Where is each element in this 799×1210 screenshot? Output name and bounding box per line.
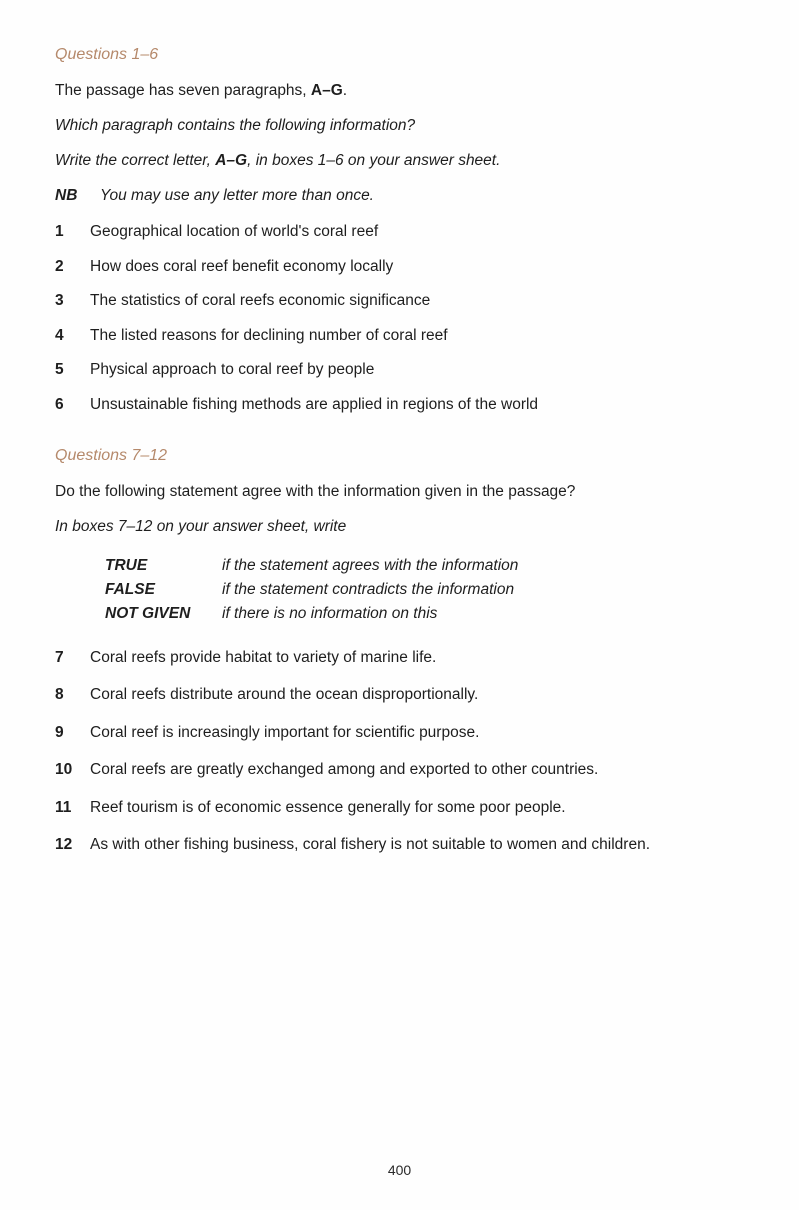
section2-boxes-line: In boxes 7–12 on your answer sheet, write xyxy=(55,517,347,535)
question-list-1-6 xyxy=(55,223,745,414)
option-description: if the statement agrees with the information xyxy=(222,556,519,574)
question-row xyxy=(55,649,745,667)
question-text: Unsustainable fishing methods are applied in regions of the world xyxy=(90,395,539,413)
option-label: FALSE xyxy=(105,580,155,598)
question-row xyxy=(55,761,745,779)
question-number: 8 xyxy=(55,686,64,703)
question-row xyxy=(55,724,745,742)
section1-write-line xyxy=(55,152,745,170)
question-number: 1 xyxy=(55,223,64,240)
question-row xyxy=(55,396,745,414)
question-row xyxy=(55,258,745,276)
option-row xyxy=(55,605,745,623)
question-row xyxy=(55,223,745,241)
question-text: As with other fishing business, coral fishery is not suitable to women and children. xyxy=(90,836,651,853)
question-number: 12 xyxy=(55,836,73,853)
question-number: 9 xyxy=(55,723,64,741)
question-number: 3 xyxy=(55,292,64,309)
section1-write-pre: Write the correct letter, xyxy=(55,152,216,169)
question-number: 7 xyxy=(55,648,64,666)
question-text: Coral reefs distribute around the ocean disproportionally. xyxy=(90,686,479,703)
question-row xyxy=(55,361,745,379)
question-row xyxy=(55,836,745,854)
option-description: if there is no information on this xyxy=(222,604,438,622)
question-row xyxy=(55,327,745,345)
section1-write-post: , in boxes 1–6 on your answer sheet. xyxy=(247,152,501,169)
option-label: NOT GIVEN xyxy=(105,604,191,622)
nb-text: You may use any letter more than once. xyxy=(100,187,374,204)
section1-heading: Questions 1–6 xyxy=(55,46,159,63)
question-row xyxy=(55,799,745,817)
section1-which-line: Which paragraph contains the following information? xyxy=(55,117,416,134)
question-number: 11 xyxy=(55,798,72,816)
question-number: 4 xyxy=(55,326,64,344)
question-number: 5 xyxy=(55,361,64,378)
nb-label: NB xyxy=(55,187,78,204)
option-label: TRUE xyxy=(105,556,148,574)
question-list-7-12 xyxy=(55,649,745,855)
question-text: Coral reefs provide habitat to variety of marine life. xyxy=(90,648,437,666)
question-text: The statistics of coral reefs economic significance xyxy=(90,292,431,309)
option-row xyxy=(55,581,745,599)
option-description: if the statement contradicts the information xyxy=(222,580,515,598)
answer-key-options xyxy=(55,557,745,623)
page-number: 400 xyxy=(387,1162,412,1178)
section1-intro xyxy=(55,82,745,100)
section1-intro-bold: A–G xyxy=(310,82,343,99)
section2-intro: Do the following statement agree with the information given in the passage? xyxy=(55,482,576,500)
question-number: 2 xyxy=(55,257,64,275)
question-text: Coral reef is increasingly important for scientific purpose. xyxy=(90,723,480,741)
section1-nb-line xyxy=(55,187,745,205)
question-text: The listed reasons for declining number of coral reef xyxy=(90,326,448,344)
option-row xyxy=(55,557,745,575)
question-number: 6 xyxy=(55,395,64,413)
section2-heading: Questions 7–12 xyxy=(55,446,168,464)
section1-intro-pre: The passage has seven paragraphs, xyxy=(55,82,311,99)
page-content xyxy=(55,46,745,874)
question-text: Coral reefs are greatly exchanged among and exported to other countries. xyxy=(90,761,599,778)
question-text: Physical approach to coral reef by people xyxy=(90,361,375,378)
question-row xyxy=(55,292,745,310)
question-text: Geographical location of world's coral reef xyxy=(90,223,379,240)
question-row xyxy=(55,686,745,704)
section1-intro-post: . xyxy=(342,82,348,99)
question-text: Reef tourism is of economic essence generally for some poor people. xyxy=(90,798,566,816)
question-number: 10 xyxy=(55,761,73,778)
section1-write-bold: A–G xyxy=(215,152,248,169)
question-text: How does coral reef benefit economy locally xyxy=(90,257,394,275)
